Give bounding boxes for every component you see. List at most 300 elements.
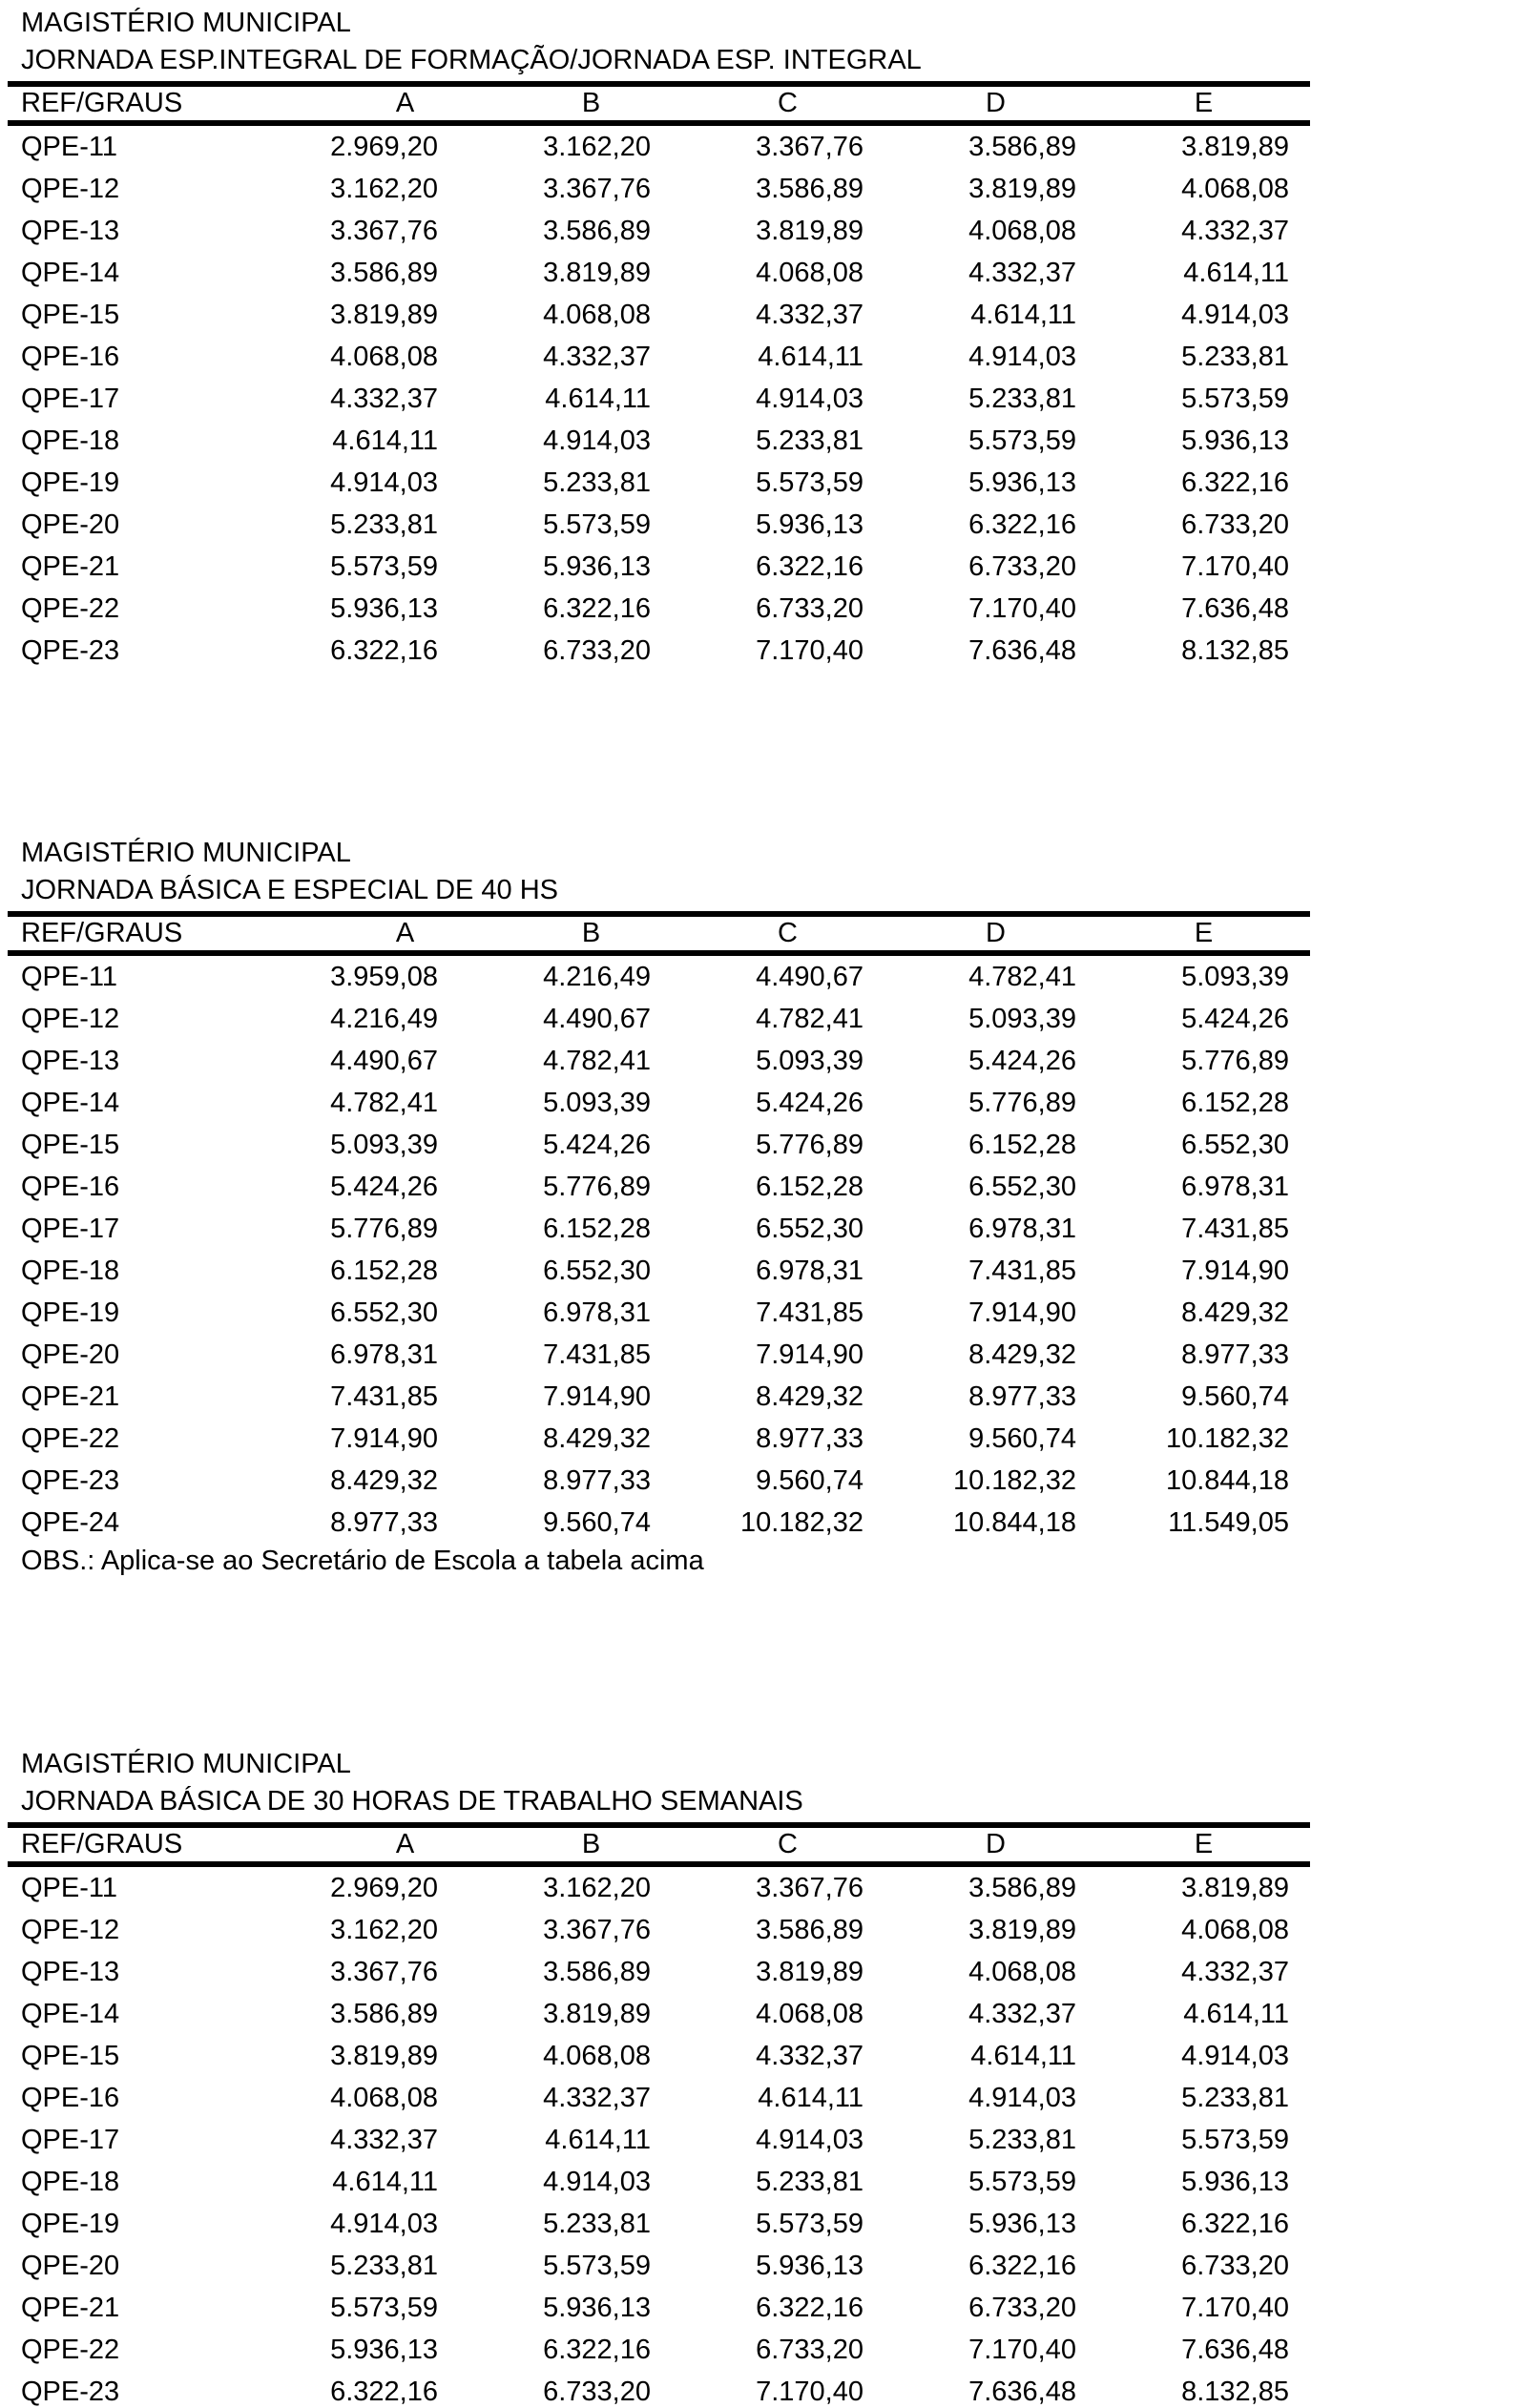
table-rows xyxy=(8,1867,1310,2408)
value-cell: 6.978,31 xyxy=(756,1255,864,1286)
value-cell: 5.936,13 xyxy=(968,2208,1076,2239)
table-row xyxy=(8,1124,1310,1166)
value-cell: 6.322,16 xyxy=(330,2376,438,2407)
value-cell: 4.216,49 xyxy=(330,1003,438,1034)
value-cell: 9.560,74 xyxy=(543,1506,651,1538)
ref-cell: QPE-22 xyxy=(21,2334,120,2365)
ref-cell: QPE-13 xyxy=(21,1956,120,1987)
value-cell: 7.170,40 xyxy=(1181,2292,1289,2323)
table-row xyxy=(8,1334,1310,1376)
value-cell: 3.819,89 xyxy=(968,1914,1076,1945)
value-cell: 4.914,03 xyxy=(968,341,1076,372)
value-cell: 9.560,74 xyxy=(1181,1380,1289,1412)
ref-cell: QPE-19 xyxy=(21,2208,120,2239)
value-cell: 5.573,59 xyxy=(968,2166,1076,2197)
ref-cell: QPE-23 xyxy=(21,1464,120,1496)
table-row xyxy=(8,1166,1310,1208)
ref-cell: QPE-17 xyxy=(21,1213,120,1244)
value-cell: 6.552,30 xyxy=(1181,1129,1289,1160)
table-row xyxy=(8,168,1310,210)
value-cell: 6.152,28 xyxy=(330,1255,438,1286)
value-cell: 4.614,11 xyxy=(1183,257,1289,288)
value-cell: 6.733,20 xyxy=(756,592,864,624)
value-cell: 3.367,76 xyxy=(756,1872,864,1903)
value-cell: 6.552,30 xyxy=(543,1255,651,1286)
value-cell: 6.978,31 xyxy=(1181,1171,1289,1202)
grade-column-header: B xyxy=(581,1829,601,1859)
value-cell: 4.332,37 xyxy=(1181,215,1289,246)
grade-column-header: A xyxy=(395,918,415,948)
value-cell: 3.162,20 xyxy=(330,173,438,204)
value-cell: 4.332,37 xyxy=(756,299,864,330)
value-cell: 4.332,37 xyxy=(1181,1956,1289,1987)
value-cell: 5.233,81 xyxy=(330,2250,438,2281)
table-row xyxy=(8,2161,1310,2203)
value-cell: 6.978,31 xyxy=(330,1339,438,1370)
value-cell: 5.093,39 xyxy=(330,1129,438,1160)
table-row xyxy=(8,1040,1310,1082)
ref-cell: QPE-13 xyxy=(21,215,120,246)
value-cell: 5.936,13 xyxy=(756,2250,864,2281)
table-row xyxy=(8,1418,1310,1460)
table-row xyxy=(8,1082,1310,1124)
grade-column-header: B xyxy=(581,918,601,948)
salary-table-section-30h xyxy=(8,1745,1310,2408)
ref-cell: QPE-20 xyxy=(21,509,120,540)
value-cell: 6.733,20 xyxy=(1181,2250,1289,2281)
value-cell: 4.332,37 xyxy=(330,383,438,414)
value-cell: 3.959,08 xyxy=(330,961,438,992)
value-cell: 2.969,20 xyxy=(330,131,438,162)
value-cell: 5.573,59 xyxy=(756,467,864,498)
value-cell: 6.322,16 xyxy=(968,509,1076,540)
table-row xyxy=(8,1867,1310,1909)
value-cell: 6.733,20 xyxy=(968,550,1076,582)
value-cell: 4.914,03 xyxy=(1181,2040,1289,2071)
table-row xyxy=(8,2287,1310,2329)
value-cell: 2.969,20 xyxy=(330,1872,438,1903)
value-cell: 5.233,81 xyxy=(968,2124,1076,2155)
value-cell: 4.068,08 xyxy=(543,299,651,330)
ref-cell: QPE-12 xyxy=(21,173,120,204)
table-subtitle: JORNADA BÁSICA E ESPECIAL DE 40 HS xyxy=(21,875,559,905)
value-cell: 3.586,89 xyxy=(756,1914,864,1945)
value-cell: 6.152,28 xyxy=(756,1171,864,1202)
value-cell: 5.573,59 xyxy=(756,2208,864,2239)
value-cell: 5.776,89 xyxy=(968,1087,1076,1118)
value-cell: 3.586,89 xyxy=(756,173,864,204)
table-row xyxy=(8,998,1310,1040)
ref-cell: QPE-23 xyxy=(21,634,120,666)
ref-cell: QPE-22 xyxy=(21,1422,120,1454)
value-cell: 7.914,90 xyxy=(756,1339,864,1370)
value-cell: 7.914,90 xyxy=(330,1422,438,1454)
value-cell: 5.233,81 xyxy=(543,2208,651,2239)
table-row xyxy=(8,630,1310,672)
table-row xyxy=(8,210,1310,252)
ref-cell: QPE-15 xyxy=(21,1129,120,1160)
value-cell: 7.170,40 xyxy=(756,634,864,666)
ref-cell: QPE-16 xyxy=(21,2082,120,2113)
table-note: OBS.: Aplica-se ao Secretário de Escola a tabela acima xyxy=(21,1546,704,1576)
value-cell: 6.552,30 xyxy=(968,1171,1076,1202)
value-cell: 5.936,13 xyxy=(543,2292,651,2323)
ref-column-header: REF/GRAUS xyxy=(21,88,183,118)
ref-column-header: REF/GRAUS xyxy=(21,918,183,948)
value-cell: 3.586,89 xyxy=(968,131,1076,162)
value-cell: 3.819,89 xyxy=(1181,131,1289,162)
value-cell: 4.068,08 xyxy=(543,2040,651,2071)
ref-cell: QPE-21 xyxy=(21,2292,120,2323)
table-row xyxy=(8,1208,1310,1250)
ref-cell: QPE-22 xyxy=(21,592,120,624)
table-title: MAGISTÉRIO MUNICIPAL xyxy=(21,1749,351,1779)
grade-column-header: A xyxy=(395,88,415,118)
value-cell: 3.586,89 xyxy=(330,1998,438,2029)
value-cell: 8.977,33 xyxy=(330,1506,438,1538)
ref-cell: QPE-21 xyxy=(21,550,120,582)
value-cell: 4.914,03 xyxy=(543,425,651,456)
table-row xyxy=(8,1250,1310,1292)
grade-column-header: E xyxy=(1194,918,1214,948)
value-cell: 6.152,28 xyxy=(543,1213,651,1244)
value-cell: 3.819,89 xyxy=(968,173,1076,204)
ref-cell: QPE-18 xyxy=(21,2166,120,2197)
ref-cell: QPE-21 xyxy=(21,1380,120,1412)
value-cell: 4.332,37 xyxy=(756,2040,864,2071)
grade-column-header: E xyxy=(1194,1829,1214,1859)
value-cell: 4.068,08 xyxy=(330,341,438,372)
value-cell: 5.936,13 xyxy=(543,550,651,582)
value-cell: 4.614,11 xyxy=(545,383,651,414)
value-cell: 6.552,30 xyxy=(756,1213,864,1244)
value-cell: 5.233,81 xyxy=(756,2166,864,2197)
value-cell: 5.573,59 xyxy=(330,550,438,582)
table-row xyxy=(8,126,1310,168)
value-cell: 8.429,32 xyxy=(543,1422,651,1454)
value-cell: 3.819,89 xyxy=(330,2040,438,2071)
value-cell: 10.182,32 xyxy=(739,1506,864,1538)
value-cell: 4.782,41 xyxy=(968,961,1076,992)
value-cell: 5.424,26 xyxy=(756,1087,864,1118)
value-cell: 6.322,16 xyxy=(543,592,651,624)
value-cell: 4.068,08 xyxy=(756,1998,864,2029)
table-header-row xyxy=(8,81,1310,126)
value-cell: 5.936,13 xyxy=(1181,425,1289,456)
value-cell: 5.936,13 xyxy=(968,467,1076,498)
value-cell: 10.182,32 xyxy=(952,1464,1076,1496)
value-cell: 6.152,28 xyxy=(1181,1087,1289,1118)
value-cell: 4.614,11 xyxy=(332,425,438,456)
table-row xyxy=(8,1460,1310,1502)
ref-cell: QPE-12 xyxy=(21,1914,120,1945)
value-cell: 4.614,11 xyxy=(1183,1998,1289,2029)
value-cell: 3.367,76 xyxy=(330,1956,438,1987)
grade-column-header: D xyxy=(986,88,1006,118)
value-cell: 4.490,67 xyxy=(543,1003,651,1034)
table-row xyxy=(8,420,1310,462)
table-row xyxy=(8,378,1310,420)
value-cell: 7.636,48 xyxy=(1181,2334,1289,2365)
value-cell: 3.819,89 xyxy=(1181,1872,1289,1903)
value-cell: 4.782,41 xyxy=(756,1003,864,1034)
ref-cell: QPE-11 xyxy=(21,961,118,992)
value-cell: 4.068,08 xyxy=(1181,173,1289,204)
ref-column-header: REF/GRAUS xyxy=(21,1829,183,1859)
value-cell: 4.614,11 xyxy=(970,299,1076,330)
ref-cell: QPE-23 xyxy=(21,2376,120,2407)
table-rows xyxy=(8,956,1310,1544)
ref-cell: QPE-11 xyxy=(21,1872,118,1903)
table-row xyxy=(8,252,1310,294)
value-cell: 5.776,89 xyxy=(1181,1045,1289,1076)
value-cell: 7.914,90 xyxy=(543,1380,651,1412)
table-row xyxy=(8,2371,1310,2408)
value-cell: 6.152,28 xyxy=(968,1129,1076,1160)
table-row xyxy=(8,294,1310,336)
value-cell: 4.490,67 xyxy=(330,1045,438,1076)
value-cell: 7.431,85 xyxy=(330,1380,438,1412)
value-cell: 3.162,20 xyxy=(543,1872,651,1903)
salary-table xyxy=(8,911,1310,1544)
ref-cell: QPE-19 xyxy=(21,1297,120,1328)
value-cell: 8.977,33 xyxy=(1181,1339,1289,1370)
value-cell: 6.733,20 xyxy=(968,2292,1076,2323)
table-row xyxy=(8,2203,1310,2245)
value-cell: 3.367,76 xyxy=(330,215,438,246)
value-cell: 7.431,85 xyxy=(968,1255,1076,1286)
value-cell: 5.233,81 xyxy=(330,509,438,540)
ref-cell: QPE-19 xyxy=(21,467,120,498)
value-cell: 4.782,41 xyxy=(543,1045,651,1076)
value-cell: 3.367,76 xyxy=(543,173,651,204)
value-cell: 5.776,89 xyxy=(756,1129,864,1160)
ref-cell: QPE-11 xyxy=(21,131,118,162)
table-row xyxy=(8,1993,1310,2035)
value-cell: 6.322,16 xyxy=(543,2334,651,2365)
value-cell: 4.614,11 xyxy=(758,341,864,372)
value-cell: 5.424,26 xyxy=(543,1129,651,1160)
value-cell: 8.977,33 xyxy=(756,1422,864,1454)
ref-cell: QPE-16 xyxy=(21,341,120,372)
value-cell: 6.733,20 xyxy=(543,634,651,666)
value-cell: 5.233,81 xyxy=(1181,341,1289,372)
ref-cell: QPE-13 xyxy=(21,1045,120,1076)
table-subtitle: JORNADA BÁSICA DE 30 HORAS DE TRABALHO SEMANAIS xyxy=(21,1786,803,1816)
ref-cell: QPE-20 xyxy=(21,2250,120,2281)
table-header-row xyxy=(8,1822,1310,1867)
value-cell: 6.733,20 xyxy=(1181,509,1289,540)
value-cell: 6.978,31 xyxy=(543,1297,651,1328)
value-cell: 4.332,37 xyxy=(968,1998,1076,2029)
ref-cell: QPE-16 xyxy=(21,1171,120,1202)
value-cell: 4.068,08 xyxy=(968,215,1076,246)
table-row xyxy=(8,956,1310,998)
value-cell: 4.614,11 xyxy=(545,2124,651,2155)
value-cell: 3.586,89 xyxy=(968,1872,1076,1903)
value-cell: 5.936,13 xyxy=(756,509,864,540)
ref-cell: QPE-14 xyxy=(21,1087,120,1118)
value-cell: 5.573,59 xyxy=(543,509,651,540)
value-cell: 7.170,40 xyxy=(756,2376,864,2407)
value-cell: 5.424,26 xyxy=(1181,1003,1289,1034)
grade-column-header: C xyxy=(778,1829,798,1859)
value-cell: 4.332,37 xyxy=(543,2082,651,2113)
value-cell: 4.068,08 xyxy=(756,257,864,288)
value-cell: 8.429,32 xyxy=(1181,1297,1289,1328)
value-cell: 6.552,30 xyxy=(330,1297,438,1328)
value-cell: 4.914,03 xyxy=(756,383,864,414)
ref-cell: QPE-14 xyxy=(21,257,120,288)
value-cell: 4.068,08 xyxy=(968,1956,1076,1987)
value-cell: 10.182,32 xyxy=(1165,1422,1289,1454)
value-cell: 4.914,03 xyxy=(330,467,438,498)
grade-column-header: D xyxy=(986,918,1006,948)
value-cell: 6.322,16 xyxy=(1181,467,1289,498)
table-row xyxy=(8,504,1310,546)
value-cell: 4.914,03 xyxy=(968,2082,1076,2113)
ref-cell: QPE-12 xyxy=(21,1003,120,1034)
value-cell: 3.819,89 xyxy=(543,257,651,288)
value-cell: 8.132,85 xyxy=(1181,634,1289,666)
value-cell: 5.573,59 xyxy=(968,425,1076,456)
value-cell: 7.636,48 xyxy=(1181,592,1289,624)
value-cell: 7.914,90 xyxy=(1181,1255,1289,1286)
value-cell: 4.914,03 xyxy=(543,2166,651,2197)
ref-cell: QPE-24 xyxy=(21,1506,120,1538)
value-cell: 5.093,39 xyxy=(1181,961,1289,992)
table-row xyxy=(8,1502,1310,1544)
value-cell: 7.636,48 xyxy=(968,634,1076,666)
value-cell: 3.819,89 xyxy=(756,215,864,246)
value-cell: 3.586,89 xyxy=(543,1956,651,1987)
ref-cell: QPE-17 xyxy=(21,383,120,414)
value-cell: 6.322,16 xyxy=(756,550,864,582)
value-cell: 4.614,11 xyxy=(758,2082,864,2113)
value-cell: 5.776,89 xyxy=(543,1171,651,1202)
table-header-row xyxy=(8,911,1310,956)
ref-cell: QPE-15 xyxy=(21,2040,120,2071)
salary-table-section-40hs xyxy=(8,834,1310,1578)
table-row xyxy=(8,2077,1310,2119)
salary-table xyxy=(8,1822,1310,2408)
table-row xyxy=(8,546,1310,588)
value-cell: 5.936,13 xyxy=(330,2334,438,2365)
value-cell: 5.936,13 xyxy=(330,592,438,624)
value-cell: 8.977,33 xyxy=(543,1464,651,1496)
value-cell: 5.424,26 xyxy=(330,1171,438,1202)
table-rows xyxy=(8,126,1310,672)
value-cell: 4.914,03 xyxy=(330,2208,438,2239)
value-cell: 8.429,32 xyxy=(330,1464,438,1496)
table-row xyxy=(8,2329,1310,2371)
value-cell: 7.170,40 xyxy=(968,2334,1076,2365)
value-cell: 5.573,59 xyxy=(1181,2124,1289,2155)
value-cell: 5.573,59 xyxy=(543,2250,651,2281)
value-cell: 9.560,74 xyxy=(756,1464,864,1496)
value-cell: 3.819,89 xyxy=(756,1956,864,1987)
value-cell: 10.844,18 xyxy=(1165,1464,1289,1496)
grade-column-header: C xyxy=(778,88,798,118)
ref-cell: QPE-17 xyxy=(21,2124,120,2155)
salary-table xyxy=(8,81,1310,672)
table-row xyxy=(8,2119,1310,2161)
value-cell: 4.332,37 xyxy=(968,257,1076,288)
table-title: MAGISTÉRIO MUNICIPAL xyxy=(21,838,351,868)
value-cell: 4.490,67 xyxy=(756,961,864,992)
grade-column-header: E xyxy=(1194,88,1214,118)
value-cell: 5.233,81 xyxy=(543,467,651,498)
value-cell: 3.162,20 xyxy=(330,1914,438,1945)
value-cell: 3.586,89 xyxy=(543,215,651,246)
value-cell: 6.322,16 xyxy=(968,2250,1076,2281)
value-cell: 5.093,39 xyxy=(756,1045,864,1076)
value-cell: 4.914,03 xyxy=(756,2124,864,2155)
value-cell: 8.429,32 xyxy=(968,1339,1076,1370)
value-cell: 6.733,20 xyxy=(543,2376,651,2407)
value-cell: 6.978,31 xyxy=(968,1213,1076,1244)
value-cell: 4.614,11 xyxy=(970,2040,1076,2071)
value-cell: 9.560,74 xyxy=(968,1422,1076,1454)
value-cell: 5.233,81 xyxy=(756,425,864,456)
value-cell: 7.914,90 xyxy=(968,1297,1076,1328)
grade-column-header: C xyxy=(778,918,798,948)
table-subtitle: JORNADA ESP.INTEGRAL DE FORMAÇÃO/JORNADA ESP. INTEGRAL xyxy=(21,45,922,75)
value-cell: 7.170,40 xyxy=(968,592,1076,624)
table-row xyxy=(8,2035,1310,2077)
salary-table-section-integral xyxy=(8,4,1310,672)
value-cell: 8.429,32 xyxy=(756,1380,864,1412)
value-cell: 8.132,85 xyxy=(1181,2376,1289,2407)
value-cell: 7.431,85 xyxy=(543,1339,651,1370)
value-cell: 11.549,05 xyxy=(1168,1506,1289,1538)
grade-column-header: B xyxy=(581,88,601,118)
value-cell: 5.233,81 xyxy=(1181,2082,1289,2113)
value-cell: 4.332,37 xyxy=(543,341,651,372)
grade-column-header: D xyxy=(986,1829,1006,1859)
value-cell: 7.431,85 xyxy=(1181,1213,1289,1244)
table-row xyxy=(8,1909,1310,1951)
value-cell: 7.431,85 xyxy=(756,1297,864,1328)
table-row xyxy=(8,588,1310,630)
value-cell: 5.093,39 xyxy=(543,1087,651,1118)
value-cell: 4.068,08 xyxy=(1181,1914,1289,1945)
value-cell: 4.068,08 xyxy=(330,2082,438,2113)
value-cell: 6.322,16 xyxy=(330,634,438,666)
value-cell: 3.586,89 xyxy=(330,257,438,288)
value-cell: 4.332,37 xyxy=(330,2124,438,2155)
table-title: MAGISTÉRIO MUNICIPAL xyxy=(21,8,351,38)
ref-cell: QPE-18 xyxy=(21,425,120,456)
value-cell: 3.367,76 xyxy=(756,131,864,162)
table-row xyxy=(8,1376,1310,1418)
ref-cell: QPE-15 xyxy=(21,299,120,330)
table-row xyxy=(8,336,1310,378)
ref-cell: QPE-14 xyxy=(21,1998,120,2029)
value-cell: 4.914,03 xyxy=(1181,299,1289,330)
value-cell: 4.216,49 xyxy=(543,961,651,992)
value-cell: 5.573,59 xyxy=(330,2292,438,2323)
value-cell: 3.162,20 xyxy=(543,131,651,162)
value-cell: 3.367,76 xyxy=(543,1914,651,1945)
table-row xyxy=(8,2245,1310,2287)
value-cell: 5.233,81 xyxy=(968,383,1076,414)
value-cell: 7.170,40 xyxy=(1181,550,1289,582)
value-cell: 6.322,16 xyxy=(756,2292,864,2323)
grade-column-header: A xyxy=(395,1829,415,1859)
value-cell: 8.977,33 xyxy=(968,1380,1076,1412)
value-cell: 3.819,89 xyxy=(543,1998,651,2029)
